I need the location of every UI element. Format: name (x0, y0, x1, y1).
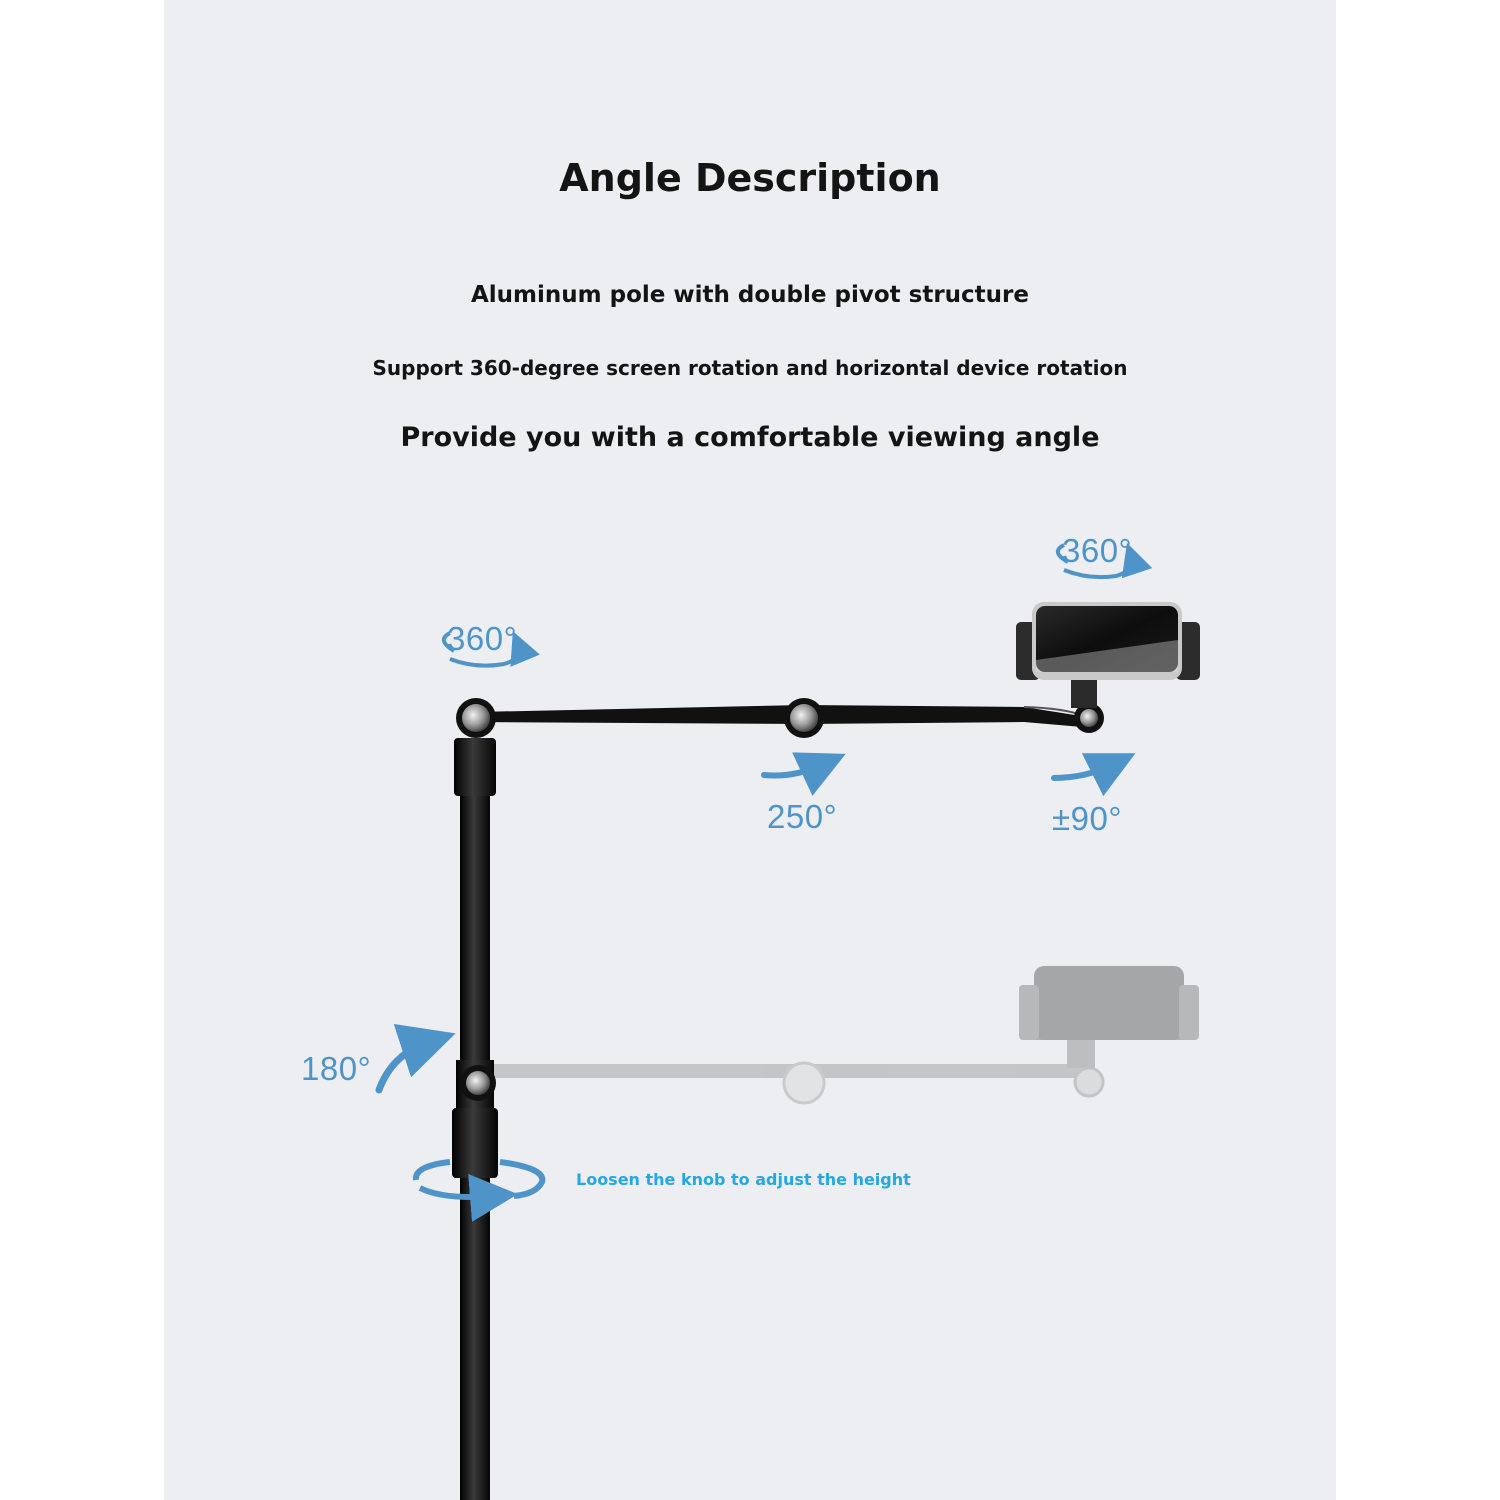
page-title: Angle Description (559, 156, 941, 200)
stand-illustration (164, 0, 1336, 1500)
smartphone (1032, 602, 1182, 680)
fold-arrow-pole (379, 1042, 429, 1090)
pole-joint-angle-label: 180° (301, 1050, 372, 1087)
ghost-arm (486, 966, 1199, 1103)
feature-line-viewing: Provide you with a comfortable viewing angle (400, 422, 1100, 453)
height-adjust-hint: Loosen the knob to adjust the height (576, 1170, 911, 1189)
middle-joint-angle-label: 250° (767, 798, 838, 835)
feature-line-pivot: Aluminum pole with double pivot structure (471, 282, 1029, 308)
middle-joint-knob (784, 698, 824, 738)
tilt-arrow-middle (764, 764, 824, 776)
vertical-pole (452, 738, 498, 1500)
top-joint-angle-label: 360° (447, 620, 518, 657)
product-page (164, 0, 1336, 1500)
top-joint-knob (456, 698, 496, 738)
phone-rotation-angle-label: 360° (1062, 532, 1133, 569)
feature-line-rotation: Support 360-degree screen rotation and horizontal device rotation (372, 356, 1128, 380)
pole-joint-knob (460, 1065, 496, 1101)
tilt-arrow-holder (1054, 764, 1114, 778)
holder-tilt-angle-label: ±90° (1052, 800, 1123, 837)
